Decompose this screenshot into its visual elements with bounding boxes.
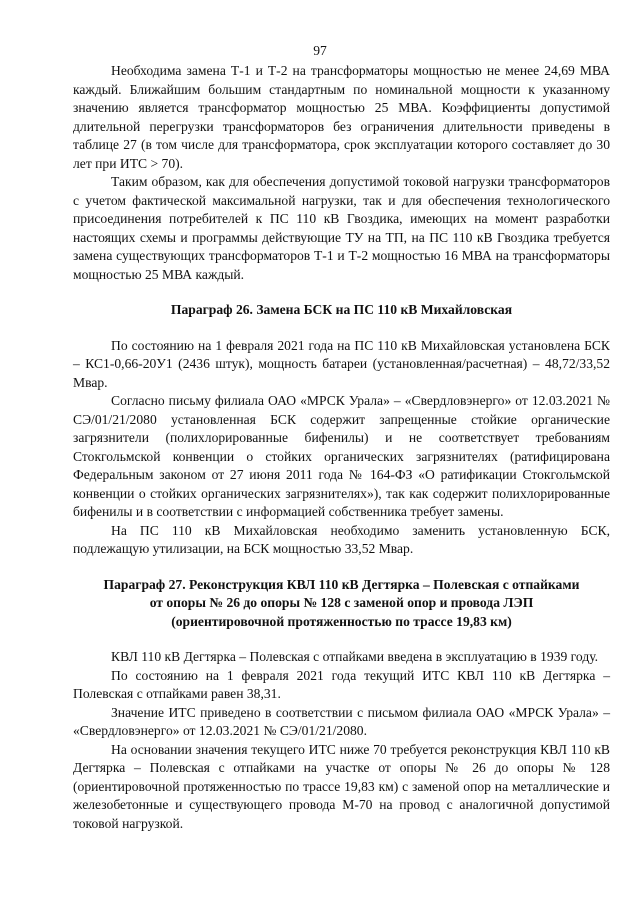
section-27-heading-line-3: (ориентировочной протяженностью по трассе 19,83 км) [171,613,512,629]
intro-paragraph-2: Таким образом, как для обеспечения допустимой токовой нагрузки трансформаторов с учетом фактической максимальной нагрузки, так и для обеспечения технологического присоединения потребителей к ПС 110 кВ Гвоздика, имеющих на момент разработки настоящих схемы и программы действующие ТУ на ТП, на ПС 110 кВ Гвоздика требуется замена существующих трансформаторов Т-1 и Т-2 мощностью 16 МВА на трансформаторы мощностью 25 МВА каждый. [73,174,610,282]
intro-paragraph-1: Необходима замена Т-1 и Т-2 на трансформаторы мощностью не менее 24,69 МВА каждый. Ближайшим большим стандартным по номинальной мощности к указанному значению является трансформатор мощностью 25 МВА. Коэффициенты допустимой длительной перегрузки трансформаторов без ограничения длительности приведены в таблице 27 (в том числе для трансформатора, срок эксплуатации которого составляет до 30 лет при ИТС > 70). [73,63,610,171]
section-26-paragraph-3: На ПС 110 кВ Михайловская необходимо заменить установленную БСК, подлежащую утилизации, на БСК мощностью 33,52 Мвар. [73,522,610,556]
section-27-paragraph-4: На основании значения текущего ИТС ниже 70 требуется реконструкция КВЛ 110 кВ Дегтярка – Полевская с отпайками на участке от опоры № 26 до опоры № 128 (ориентировочной протяженностью по трассе 19,83 км) с заменой опор на металлические и железобетонные и существующего провода М-70 на провод с аналогичной допустимой токовой нагрузкой. [73,741,610,831]
section-27-heading [73,576,610,632]
section-26-heading: Параграф 26. Замена БСК на ПС 110 кВ Михайловская [170,302,513,317]
section-27-paragraph-1: КВЛ 110 кВ Дегтярка – Полевская с отпайками введена в эксплуатацию в 1939 году. [111,649,599,664]
section-27-paragraph-3: Значение ИТС приведено в соответствии с письмом филиала ОАО «МРСК Урала» – «Свердловэнерго» от 12.03.2021 № СЭ/01/21/2080. [73,704,610,738]
document-body [73,62,610,833]
section-27-paragraph-2: По состоянию на 1 февраля 2021 года текущий ИТС КВЛ 110 кВ Дегтярка – Полевская с отпайками равен 38,31. [73,667,610,701]
section-27-heading-line-1: Параграф 27. Реконструкция КВЛ 110 кВ Дегтярка – Полевская с отпайками [103,576,580,592]
section-27-heading-line-2: от опоры № 26 до опоры № 128 с заменой опор и провода ЛЭП [149,595,534,610]
section-26-paragraph-2: Согласно письму филиала ОАО «МРСК Урала» – «Свердловэнерго» от 12.03.2021 № СЭ/01/21/2080 установленная БСК содержит запрещенные стойкие органические загрязнители (полихлорированные бифенилы) и не соответствует требованиям Стокгольмской конвенции о стойких органических загрязнителях (ратифицирована Федеральным законом от 27 июня 2011 года № 164-ФЗ «О ратификации Стокгольмской конвенции о стойких органических загрязнителях»), так как содержит полихлорированные бифенилы и в соответствии с информацией собственника требует замены. [73,393,610,519]
section-26-paragraph-1: По состоянию на 1 февраля 2021 года на ПС 110 кВ Михайловская установлена БСК – КС1-0,66-20У1 (2436 штук), мощность батареи (установленная/расчетная) – 48,72/33,52 Мвар. [73,337,610,390]
page-number: 97 [313,43,327,58]
